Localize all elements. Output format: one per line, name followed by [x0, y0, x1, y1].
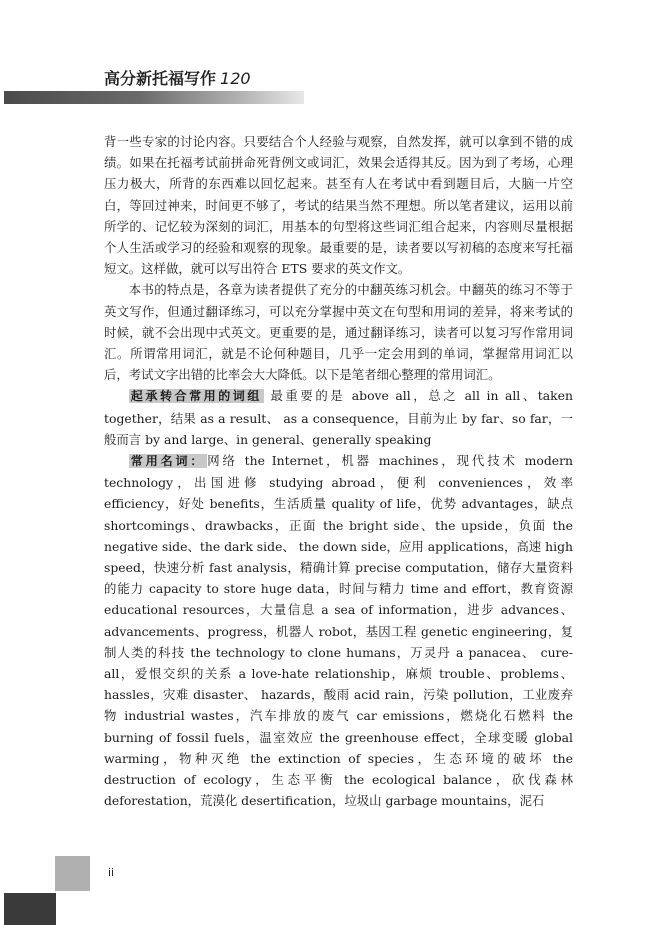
- header-page-number: 120: [220, 69, 251, 88]
- section-text: 网络 the Internet，机器 machines，现代技术 modern technology，出国进修 studying abroad，便利 conveniences，效率 efficiency，好处 benefits，生活质量 quality of life，优势 advantages，缺点 shortcomings、drawbacks，正面 the bright side、the upside，负面 the negative side、the dark side、 the down side，应用 applications，高速 high speed，快速分析 fast analysis，精确计算 precise computation，储存大量资料的能力 capacity to store huge data，时间与精力 time and effort，教育资源 educational resources，大量信息 a sea of information，进步 advances、advancements、progress，机器人 robot，基因工程 genetic engineering，复制人类的科技 the technology to clone humans，万灵丹 a panacea、 cure-all，爱恨交织的关系 a love-hate relationship，麻烦 trouble、problems、hassles，灾难 disaster、 hazards，酸雨 acid rain，污染 pollution，工业废弃物 industrial wastes，汽车排放的废气 car emissions，燃烧化石燃料 the burning of fossil fuels，温室效应 the greenhouse effect，全球变暖 global warming，物种灭绝 the extinction of species，生态环境的破坏 the destruction of ecology，生态平衡 the ecological balance，砍伐森林 deforestation，荒漠化 desertification，垃圾山 garbage mountains，泥石: [104, 453, 573, 809]
- book-title: 高分新托福写作: [104, 69, 217, 88]
- header-title: [104, 66, 251, 89]
- footer-decor-square-dark: [4, 893, 56, 925]
- main-text: [104, 131, 573, 812]
- section-common-nouns: [104, 450, 573, 811]
- paragraph-1: 背一些专家的讨论内容。只要结合个人经验与观察，自然发挥，就可以拿到不错的成绩。如果在托福考试前拼命死背例文或词汇，效果会适得其反。因为到了考场，心理压力极大，所背的东西难以回忆起来。甚至有人在考试中看到题目后，大脑一片空白，等回过神来，时间更不够了，考试的结果当然不理想。所以笔者建议，运用以前所学的、记忆较为深刻的词汇，用基本的句型将这些词汇组合起来，内容则尽量根据个人生活或学习的经验和观察的现象。最重要的是，读者要以写初稿的态度来写托福短文。这样做，就可以写出符合 ETS 要求的英文作文。: [104, 134, 573, 277]
- footer-decor-square-light: [55, 856, 90, 891]
- page-number: ii: [108, 866, 115, 879]
- section-label: 常用名词：: [130, 454, 206, 469]
- section-label: 起承转合常用的词组: [130, 389, 262, 404]
- header-gradient-bar: [4, 91, 304, 104]
- paragraph-2: 本书的特点是，各章为读者提供了充分的中翻英练习机会。中翻英的练习不等于英文写作，但通过翻译练习，可以充分掌握中英文在句型和用词的差异，将来考试的时候，就不会出现中式英文。更重要的是，通过翻译练习，读者可以复习写作常用词汇。所谓常用词汇，就是不论何种题目，几乎一定会用到的单词，掌握常用词汇以后，考试文字出错的比率会大大降低。以下是笔者细心整理的常用词汇。: [104, 282, 573, 383]
- section-text: 最重要的是 above all，总之 all in all、taken together，结果 as a result、 as a consequence，目前为止 by far、so far，一般而言 by and large、in general、generally speaking: [104, 388, 573, 447]
- section-linking-phrases: [104, 385, 573, 450]
